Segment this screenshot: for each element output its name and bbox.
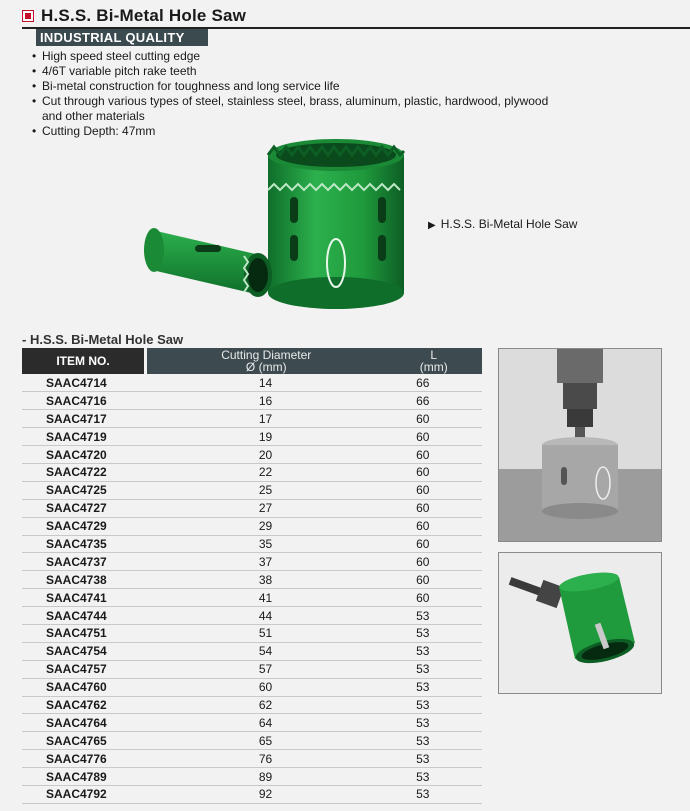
table-body: [22, 374, 482, 803]
cell-len: 60: [416, 519, 430, 534]
cell-len: 53: [416, 644, 430, 659]
spec-table: [22, 348, 482, 804]
table-row: [22, 463, 482, 481]
cell-item: SAAC4722: [46, 465, 107, 480]
cell-dia: 20: [258, 447, 273, 462]
cell-dia: 44: [258, 608, 273, 623]
cell-dia: 37: [258, 554, 273, 569]
cell-len: 60: [416, 554, 430, 569]
cell-len: 60: [416, 572, 430, 587]
table-row: [22, 517, 482, 535]
cell-dia: 19: [258, 429, 273, 444]
table-row: [22, 553, 482, 571]
feature-item: • 4/6T variable pitch rake teeth: [32, 64, 642, 79]
cell-item: SAAC4754: [46, 644, 107, 659]
product-caption: ▶ H.S.S. Bi-Metal Hole Saw: [428, 217, 578, 231]
table-row: [22, 785, 482, 803]
cell-len: 53: [416, 733, 430, 748]
table-row: [22, 678, 482, 696]
cell-item: SAAC4792: [46, 787, 107, 802]
cell-item: SAAC4727: [46, 501, 107, 516]
page-header: [22, 6, 690, 28]
table-row: [22, 624, 482, 642]
column-header-item: ITEM NO.: [22, 348, 146, 374]
cell-dia: 60: [258, 680, 273, 695]
table-row: [22, 499, 482, 517]
cell-len: 53: [416, 715, 430, 730]
table-row: [22, 750, 482, 768]
cell-len: 53: [416, 608, 430, 623]
table-row: [22, 714, 482, 732]
cell-item: SAAC4714: [46, 375, 107, 390]
cell-len: 53: [416, 697, 430, 712]
cell-dia: 14: [258, 375, 273, 390]
table-row: [22, 446, 482, 464]
cell-dia: 92: [258, 787, 273, 802]
feature-list: [32, 49, 642, 139]
table-row: [22, 607, 482, 625]
table-row: [22, 428, 482, 446]
table-row: [22, 732, 482, 750]
cell-item: SAAC4760: [46, 680, 107, 695]
column-header-length: L (mm): [386, 348, 483, 374]
feature-item: • Cut through various types of steel, stainless steel, brass, aluminum, plastic, hardwood, plywood: [32, 94, 642, 109]
cell-item: SAAC4737: [46, 554, 107, 569]
column-header-diameter: Cutting Diameter Ø (mm): [146, 348, 386, 374]
cell-dia: 62: [258, 697, 273, 712]
cell-item: SAAC4757: [46, 662, 107, 677]
cell-dia: 89: [258, 769, 273, 784]
hole-saw-product-image: [140, 135, 430, 310]
table-row: [22, 589, 482, 607]
table-row: [22, 768, 482, 786]
cell-dia: 29: [258, 519, 273, 534]
table-row: [22, 535, 482, 553]
cell-dia: 64: [258, 715, 273, 730]
cell-len: 60: [416, 483, 430, 498]
feature-item: • Bi-metal construction for toughness and long service life: [32, 79, 642, 94]
feature-item-continuation: and other materials: [42, 109, 145, 123]
cell-item: SAAC4744: [46, 608, 107, 623]
cell-item: SAAC4729: [46, 519, 107, 534]
cell-len: 60: [416, 465, 430, 480]
arbor-hole-saw-photo: [498, 552, 662, 694]
cell-dia: 27: [258, 501, 273, 516]
page-title: H.S.S. Bi-Metal Hole Saw: [41, 6, 247, 25]
cell-item: SAAC4741: [46, 590, 107, 605]
cell-item: SAAC4735: [46, 536, 107, 551]
cell-len: 60: [416, 536, 430, 551]
red-square-icon: [22, 10, 34, 22]
cell-dia: 54: [258, 644, 273, 659]
cell-dia: 65: [258, 733, 273, 748]
cell-item: SAAC4716: [46, 393, 107, 408]
cell-item: SAAC4720: [46, 447, 107, 462]
cell-dia: 17: [258, 411, 273, 426]
cell-item: SAAC4764: [46, 715, 107, 730]
cell-len: 60: [416, 429, 430, 444]
table-row: [22, 374, 482, 392]
cell-item: SAAC4719: [46, 429, 107, 444]
cell-len: 66: [416, 375, 430, 390]
triangle-pointer-icon: ▶: [428, 220, 436, 231]
cell-dia: 22: [258, 465, 273, 480]
cell-item: SAAC4717: [46, 411, 107, 426]
cell-dia: 25: [258, 483, 273, 498]
drill-press-photo: [498, 348, 662, 542]
table-row: [22, 571, 482, 589]
quality-badge: INDUSTRIAL QUALITY: [36, 29, 208, 46]
cell-len: 53: [416, 769, 430, 784]
feature-item: • Cutting Depth: 47mm: [32, 124, 642, 139]
cell-item: SAAC4762: [46, 697, 107, 712]
table-row: [22, 481, 482, 499]
table-row: [22, 392, 482, 410]
table-row: [22, 410, 482, 428]
cell-len: 53: [416, 787, 430, 802]
cell-len: 60: [416, 590, 430, 605]
cell-len: 60: [416, 411, 430, 426]
cell-item: SAAC4789: [46, 769, 107, 784]
table-header-row: [22, 348, 482, 374]
cell-dia: 35: [258, 536, 273, 551]
cell-len: 66: [416, 393, 430, 408]
cell-dia: 57: [258, 662, 273, 677]
cell-dia: 76: [258, 751, 273, 766]
cell-len: 60: [416, 501, 430, 516]
cell-item: SAAC4738: [46, 572, 107, 587]
table-row: [22, 696, 482, 714]
cell-dia: 51: [258, 626, 273, 641]
cell-item: SAAC4765: [46, 733, 107, 748]
cell-len: 53: [416, 751, 430, 766]
cell-len: 53: [416, 662, 430, 677]
cell-item: SAAC4725: [46, 483, 107, 498]
table-row: [22, 660, 482, 678]
feature-item: • High speed steel cutting edge: [32, 49, 642, 64]
cell-item: SAAC4751: [46, 626, 107, 641]
cell-len: 53: [416, 680, 430, 695]
table-section-title: - H.S.S. Bi-Metal Hole Saw: [22, 332, 184, 347]
cell-len: 53: [416, 626, 430, 641]
cell-len: 60: [416, 447, 430, 462]
cell-dia: 16: [258, 393, 273, 408]
cell-dia: 41: [258, 590, 273, 605]
cell-dia: 38: [258, 572, 273, 587]
table-row: [22, 642, 482, 660]
cell-item: SAAC4776: [46, 751, 107, 766]
